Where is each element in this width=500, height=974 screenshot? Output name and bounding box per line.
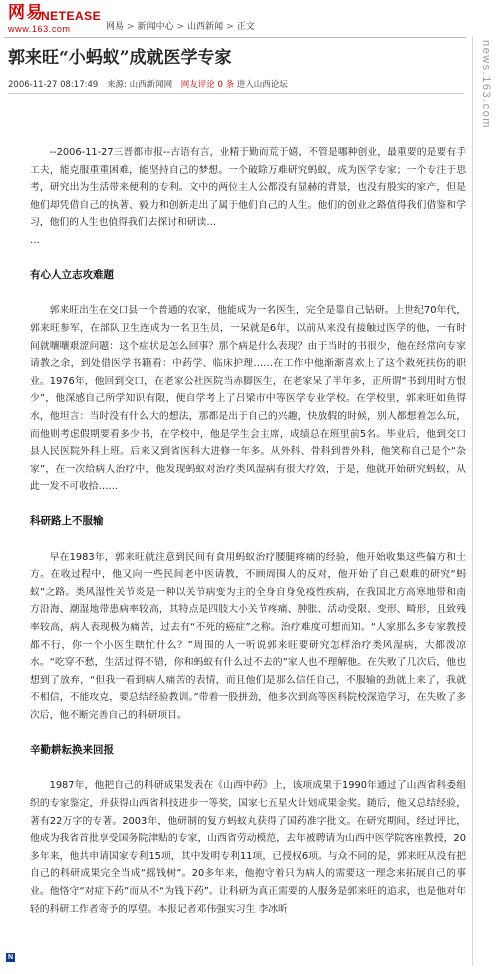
- article-paragraph: --2006-11-27三晋都市报--古语有言，业精于勤而荒于嬉，不管是哪种创业，最重要的是要有手工夫，能克服重重困难，能坚持自己的梦想。一个破除万难研究蚂蚁，成为医学专家；一个专注于思考，研究出为生活带来便利的专利。文中的两位主人公都没有显赫的背景，也没有殷实的家产，但是他们却凭借自己的执著、毅力和创新走出了属于他们自己的人生。他们的创业之路值得我们借鉴和学习，他们的人生也值得我们去探讨和研读…: [30, 147, 466, 229]
- netease-small-icon[interactable]: N: [7, 954, 14, 961]
- breadcrumb: [106, 21, 255, 33]
- breadcrumb-separator: >: [127, 22, 135, 32]
- article-body: [30, 144, 466, 918]
- article-paragraph: 1987年，他把自己的科研成果发表在《山西中药》上，该项成果于1990年通过了山西省科委组织的专家鉴定，并获得山西省科技进步一等奖，国家七五星火计划成果金奖。随后，他又总结经验，著有22万字的专著。2003年，他研制的复方蚂蚁丸获得了国药准字批文。在研究期间，经过评比，他成为我省首批享受国务院津贴的专家，山西省劳动模范，去年被聘请为山西中医学院客座教授，20多年来，他共申请国家专利15项，其中发明专利11项，已授权6项。与众不同的是，郭来旺从没有把自己的科研成果完全当成“摇钱树”。20多年来，他抱守着只为病人的需要这一理念来拓展自己的事业。他恪守“对症下药”而从不“为钱下药”。让科研为真正需要的人服务是郭来旺的追求，也是他对年轻的科研工作者寄予的厚望。本报记者邓伟强实习生 李冰昕: [30, 780, 466, 915]
- comment-link[interactable]: 网友评论 0 条: [180, 80, 235, 90]
- breadcrumb-item-shanxi-news[interactable]: 山西新闻: [187, 22, 224, 32]
- article-title: 郭来旺“小蚂蚁”成就医学专家: [8, 48, 232, 68]
- breadcrumb-separator: >: [226, 22, 234, 32]
- section-heading: 有心人立志攻难题: [30, 269, 114, 282]
- breadcrumb-separator: >: [176, 22, 185, 32]
- source-label: 来源:: [106, 80, 127, 90]
- side-divider: [472, 36, 473, 966]
- article-paragraph: 郭来旺出生在交口县一个普通的农家，他能成为一名医生，完全是靠自己钻研。上世纪70年代，郭来旺参军，在部队卫生连成为一名卫生员，一呆就是6年，以前从来没有接触过医学的他，一有时间就嚷嚷艰涩问题：这个症状是怎么回事？那个病是什么表现？由于当时的书很少，他在经常向专家请教之余，到处借医学书籍看：中药学、临床护理……在工作中他渐渐喜欢上了这个救死扶伤的职业。1976年，他回到交口，在老家公社医院当赤脚医生，在老家呆了半年多，正所谓“书到用时方恨少”，他深感自己所学知识有限，便自学考上了吕梁市中等医学专业学校。在学校里，郭来旺如鱼得水，他坦言：当时没有什么大的想法，那都是出于自己的兴趣，快放假的时候，别人都想着怎么玩，而他则考虑假期要看多少书，在学校中，他是学生会主席，成绩总在班里前5名。毕业后，他到交口县人民医院外科上班。后来又到省医科大进修一年多。从外科、骨科到普外科，他笑称自己是个“杂家”，在一次给病人治疗中，他发现蚂蚁对治疗类风湿病有很大疗效，于是，他就开始研究蚂蚁，从此一发不可收拾……: [30, 305, 466, 493]
- header-divider: [4, 37, 466, 38]
- side-watermark-text: news.163.com: [480, 40, 492, 129]
- article-source: 山西新闻网: [129, 80, 173, 90]
- section-heading: 辛勤耕耘换来回报: [30, 744, 114, 757]
- article-paragraph: 早在1983年，郭来旺就注意到民间有食用蚂蚁治疗腰腿疼痛的经验，他开始收集这些偏方和土方。在收过程中，他又向一些民间老中医请教，不顾周围人的反对，他开始了自己艰难的研究“蚂蚁”之路。类风湿性关节炎是一种以关节病变为主的全身自身免疫性疾病，在我国北方高寒地带和南方沿海、潮湿地带患病率较高，其特点是四肢大小关节疼痛、肿胀、活动受限、变形、畸形，且致残率较高，病人表现极为痛苦，过去有“不死的癌症”之称。治疗难度可想而知。“人家那么多专家教授都不行，你一个小医生瞎忙什么？”周围的人一听说郭来旺要研究怎样治疗类风湿病，大都泼凉水。“吃穿不愁，生活过得不错，你和蚂蚁有什么过不去的”家人也不理解他。在失败了几次后，他也想到了放弃，“但我一看到病人痛苦的表情，而且他们是那么信任自己，不服输的劲就上来了，我就不相信，不能攻克，要总结经验教训。”带着一股拼劲，他多次到高等医科院校深造学习，在失败了多次后，他不断完善自己的科研项目。: [30, 551, 466, 721]
- article-date: 2006-11-27 08:17:49: [8, 80, 99, 90]
- logo-url: www.163.com: [8, 24, 71, 34]
- meta-divider: [8, 93, 464, 94]
- breadcrumb-item-netease[interactable]: 网易: [106, 22, 125, 32]
- header-bar: [0, 0, 500, 40]
- forum-link[interactable]: 进入山西论坛: [236, 80, 288, 90]
- article-paragraph: …: [30, 234, 40, 246]
- breadcrumb-item-current: 正文: [236, 22, 255, 32]
- netease-logo[interactable]: [8, 4, 106, 38]
- article-meta: [8, 79, 468, 91]
- logo-english: NETEASE: [41, 9, 102, 23]
- section-heading: 科研路上不服输: [30, 515, 104, 528]
- logo-chinese: 网易: [8, 3, 44, 23]
- breadcrumb-item-news-center[interactable]: 新闻中心: [137, 22, 174, 32]
